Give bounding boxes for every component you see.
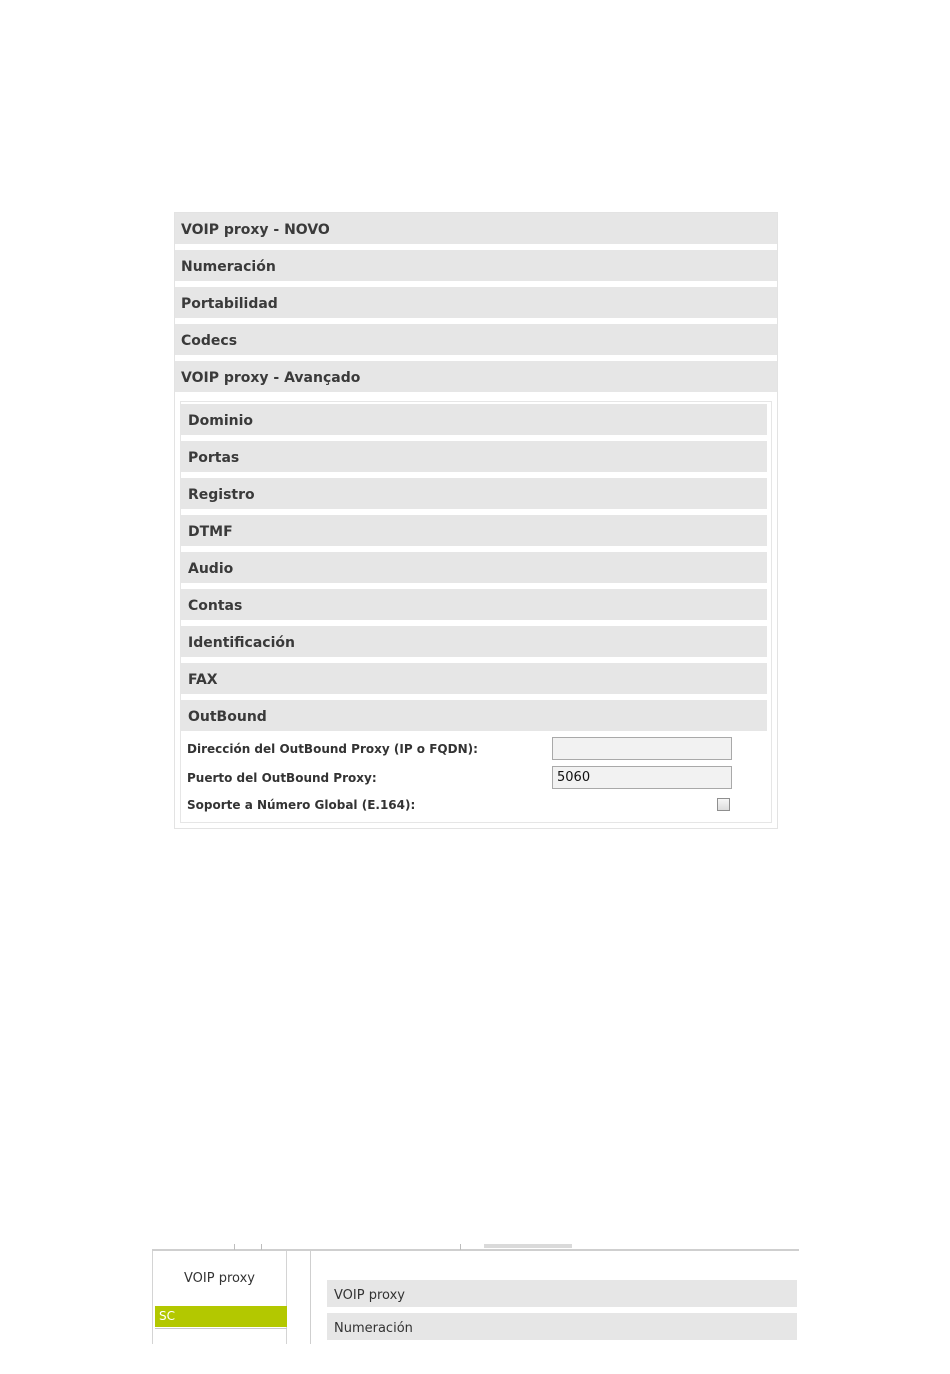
outbound-port-input[interactable]: [552, 766, 732, 789]
subsection-audio[interactable]: Audio: [181, 552, 767, 583]
section-voip-proxy-novo[interactable]: VOIP proxy - NOVO: [175, 213, 777, 244]
section-voip-proxy[interactable]: VOIP proxy: [327, 1280, 797, 1307]
sidebar: [152, 1251, 287, 1344]
sidebar-divider: [155, 1328, 287, 1329]
outbound-port-label: Puerto del OutBound Proxy:: [187, 771, 377, 785]
content-divider: [310, 1251, 311, 1344]
section-voip-proxy-avancado[interactable]: VOIP proxy - Avançado: [175, 361, 777, 392]
subsection-registro[interactable]: Registro: [181, 478, 767, 509]
outbound-address-label: Dirección del OutBound Proxy (IP o FQDN):: [187, 742, 478, 756]
divider-tick: [261, 1244, 262, 1250]
section-portabilidad[interactable]: Portabilidad: [175, 287, 777, 318]
subsection-identificacion[interactable]: Identificación: [181, 626, 767, 657]
section-codecs[interactable]: Codecs: [175, 324, 777, 355]
cropped-text-fragment: [484, 1244, 572, 1248]
e164-support-label: Soporte a Número Global (E.164):: [187, 798, 416, 812]
subsection-contas[interactable]: Contas: [181, 589, 767, 620]
section-numeracion-2[interactable]: Numeración: [327, 1313, 797, 1340]
e164-support-checkbox[interactable]: [717, 798, 730, 811]
divider-tick: [234, 1244, 235, 1250]
subsection-portas[interactable]: Portas: [181, 441, 767, 472]
sidebar-item-selected[interactable]: SC: [155, 1306, 287, 1327]
voip-config-panel: [174, 212, 778, 829]
sidebar-title: VOIP proxy: [184, 1271, 255, 1286]
divider-tick: [460, 1244, 461, 1250]
subsection-outbound[interactable]: OutBound: [181, 700, 767, 731]
section-numeracion[interactable]: Numeración: [175, 250, 777, 281]
advanced-section-body: [180, 401, 772, 823]
subsection-dtmf[interactable]: DTMF: [181, 515, 767, 546]
subsection-dominio[interactable]: Dominio: [181, 404, 767, 435]
secondary-screenshot: [152, 1244, 799, 1344]
outbound-address-input[interactable]: [552, 737, 732, 760]
subsection-fax[interactable]: FAX: [181, 663, 767, 694]
